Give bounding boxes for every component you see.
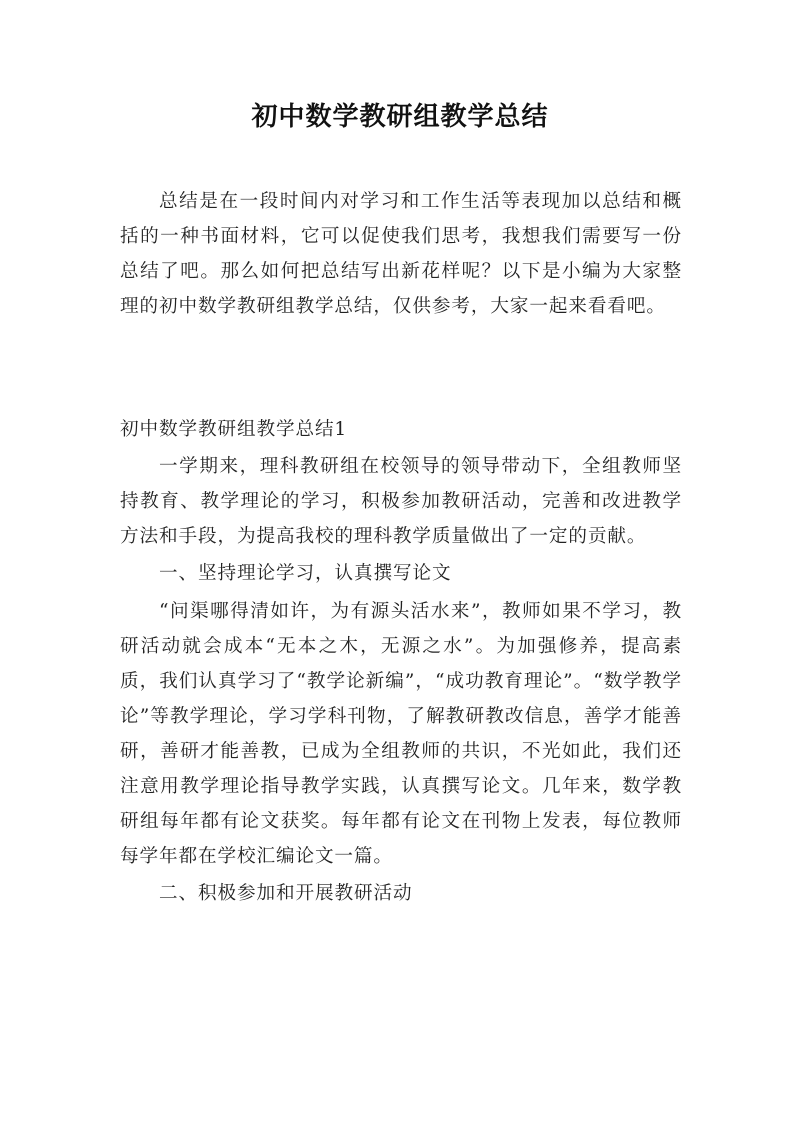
subheading-theory-study: 一、坚持理论学习，认真撰写论文 (159, 563, 452, 584)
document-title: 初中数学教研组教学总结 (251, 102, 549, 132)
intro-paragraph: 总结是在一段时间内对学习和工作生活等表现加以总结和概括的一种书面材料，它可以促使我们思考，我想我们需要写一份总结了吧。那么如何把总结写出新花样呢？以下是小编为大家整理的初中数学教研组教学总结，仅供参考，大家一起来看看吧。 (120, 191, 682, 317)
section-heading: 初中数学教研组教学总结1 (120, 419, 348, 440)
section-content (120, 449, 682, 914)
subheading-research-activities: 二、积极参加和开展教研活动 (159, 883, 413, 904)
paragraph-theory-study: “问渠哪得清如许，为有源头活水来”，教师如果不学习，教研活动就会成本“无本之木，无源之水”。为加强修养，提高素质，我们认真学习了“教学论新编”，“成功教育理论”。“数学教学论”等教学理论，学习学科刊物，了解教研教改信息，善学才能善研，善研才能善教，已成为全组教师的共识，不光如此，我们还注意用教学理论指导教学实践，认真撰写论文。几年来，数学教研组每年都有论文获奖。每年都有论文在刊物上发表，每位教师每学年都在学校汇编论文一篇。 (120, 601, 682, 867)
paragraph-overview: 一学期来，理科教研组在校领导的领导带动下，全组教师坚持教育、教学理论的学习，积极参加教研活动，完善和改进教学方法和手段，为提高我校的理科教学质量做出了一定的贡献。 (120, 456, 682, 547)
